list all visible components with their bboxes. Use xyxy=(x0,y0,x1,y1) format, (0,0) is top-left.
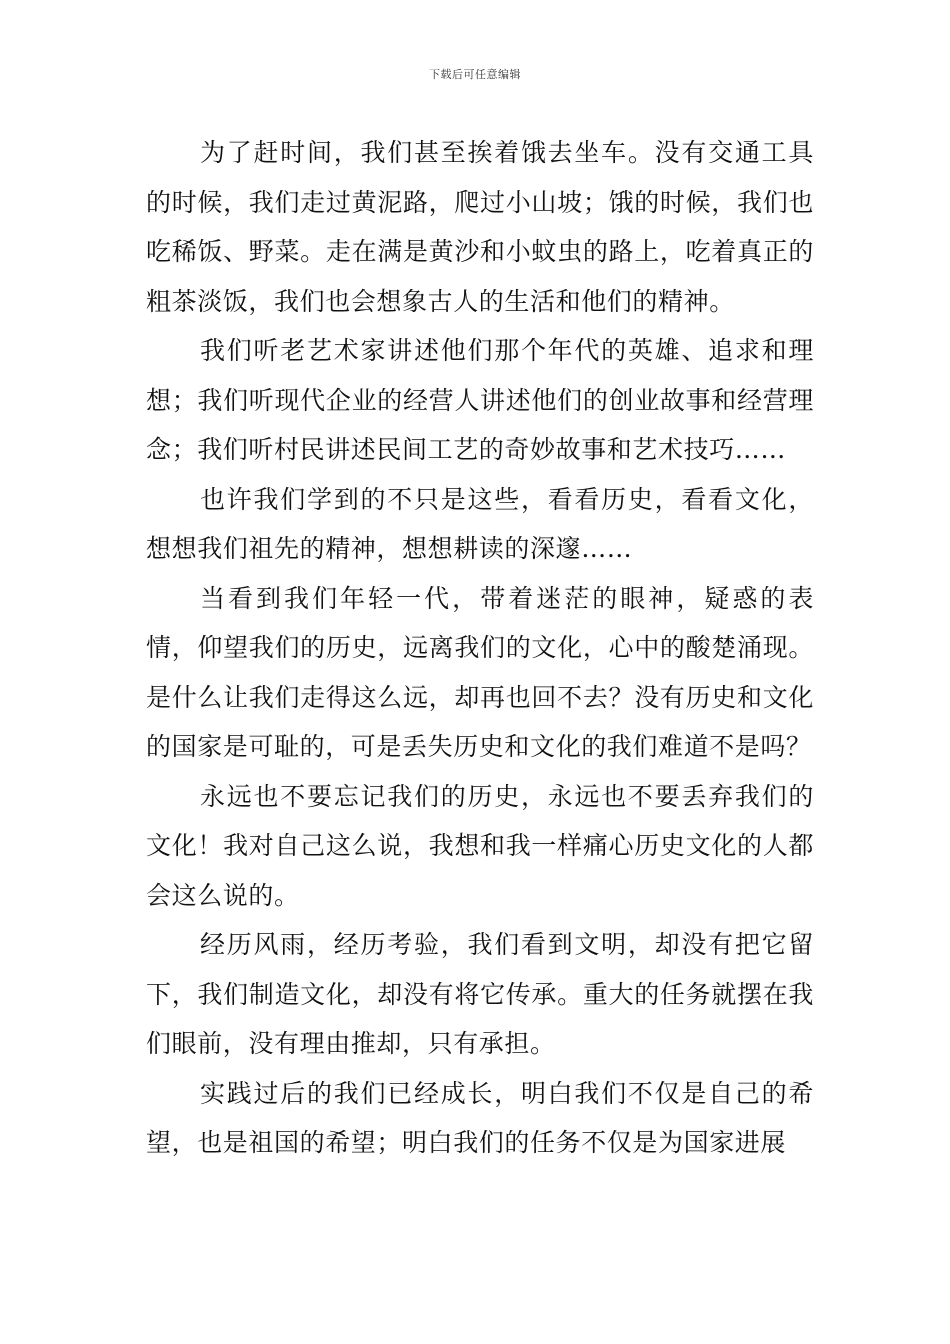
paragraph-6: 经历风雨，经历考验，我们看到文明，却没有把它留下，我们制造文化，却没有将它传承。重大的任务就摆在我们眼前，没有理由推却，只有承担。 xyxy=(146,930,814,1058)
paragraph-1: 为了赶时间，我们甚至挨着饿去坐车。没有交通工具的时候，我们走过黄泥路，爬过小山坡；饿的时候，我们也吃稀饭、野菜。走在满是黄沙和小蚊虫的路上，吃着真正的粗茶淡饭，我们也会想象古人的生活和他们的精神。 xyxy=(146,138,814,316)
paragraph-2: 我们听老艺术家讲述他们那个年代的英雄、追求和理想；我们听现代企业的经营人讲述他们的创业故事和经营理念；我们听村民讲述民间工艺的奇妙故事和艺术技巧…… xyxy=(146,336,814,464)
paragraph-5: 永远也不要忘记我们的历史，永远也不要丢弃我们的文化！我对自己这么说，我想和我一样痛心历史文化的人都会这么说的。 xyxy=(146,781,814,910)
document-body xyxy=(146,128,814,1168)
paragraph-7: 实践过后的我们已经成长，明白我们不仅是自己的希望，也是祖国的希望；明白我们的任务不仅是为国家进展 xyxy=(146,1078,814,1157)
paragraph-4: 当看到我们年轻一代，带着迷茫的眼神，疑惑的表情，仰望我们的历史，远离我们的文化，心中的酸楚涌现。是什么让我们走得这么远，却再也回不去？没有历史和文化的国家是可耻的，可是丢失历史和文化的我们难道不是吗？ xyxy=(146,583,814,761)
paragraph-3: 也许我们学到的不只是这些，看看历史，看看文化，想想我们祖先的精神，想想耕读的深邃…… xyxy=(146,484,814,563)
page-header-note: 下载后可任意编辑 xyxy=(429,68,521,81)
